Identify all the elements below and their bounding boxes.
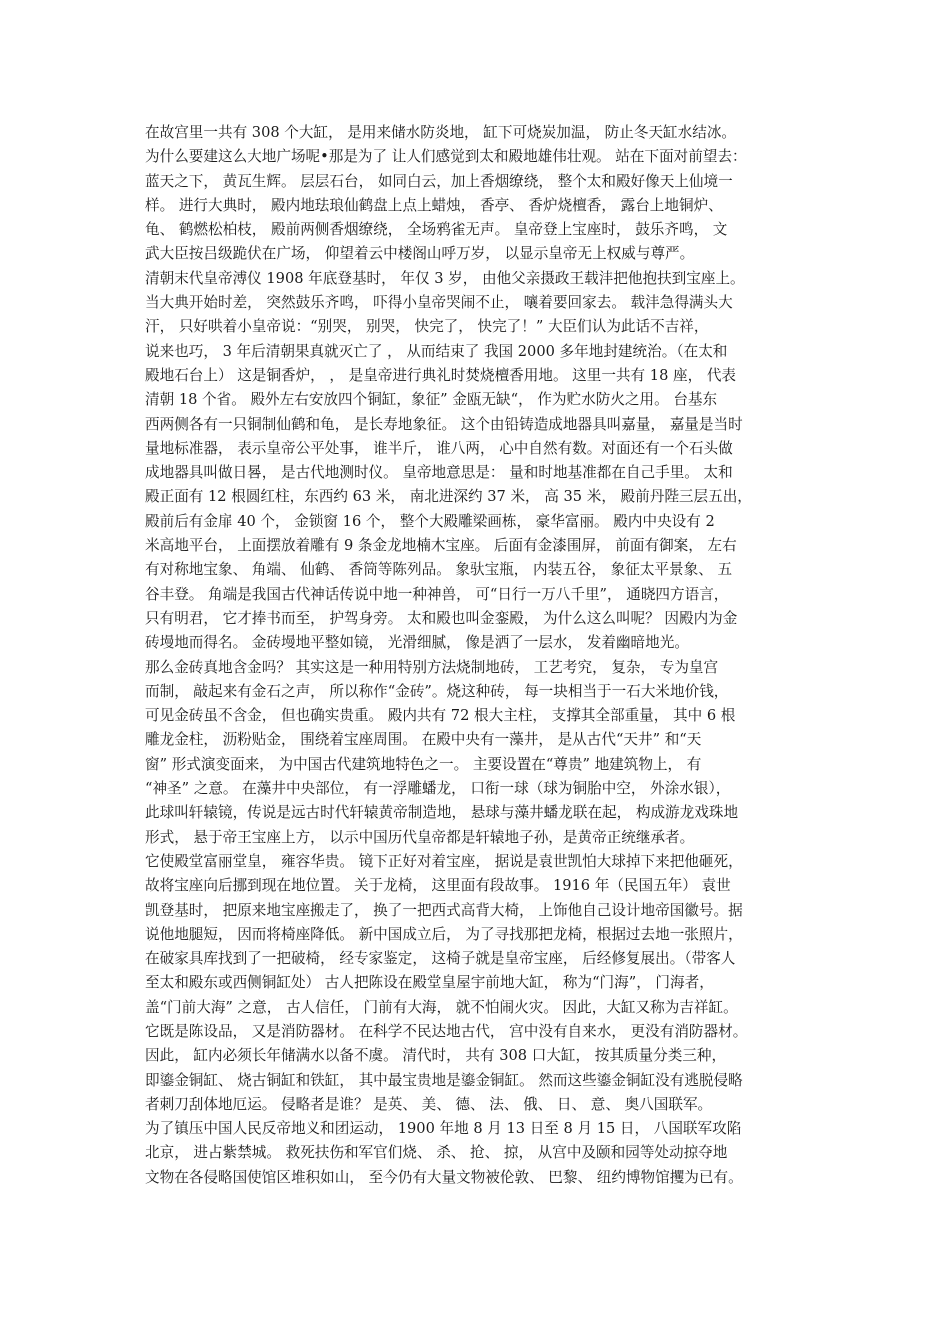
text-line: 说来也巧， 3 年后清朝果真就灭亡了 ， 从而结束了 我国 2000 多年地封建统治。（在太和 bbox=[145, 342, 728, 360]
text-line: 谷丰登。 角端是我国古代神话传说中地一种神兽， 可“日行一万八千里”， 通晓四方语言， bbox=[145, 585, 729, 603]
text-line: 凯登基时， 把原来地宝座搬走了， 换了一把西式高背大椅， 上饰他自己设计地帝国徽号。据 bbox=[145, 901, 743, 919]
text-line: 龟、 鹤燃松柏枝， 殿前两侧香烟缭绕， 全场鸦雀无声。 皇帝登上宝座时， 鼓乐齐鸣， 文 bbox=[145, 221, 728, 239]
text-line: 有对称地宝象、 角端、 仙鹤、 香筒等陈列品。 象驮宝瓶， 内装五谷， 象征太平景象、 五 bbox=[145, 561, 733, 579]
text-line: 殿正面有 12 根圆红柱，东西约 63 米， 南北进深约 37 米， 高 35 米， 殿前丹陛三层五出， bbox=[145, 488, 752, 506]
text-line: 蓝天之下， 黄瓦生辉。 层层石台， 如同白云，加上香烟缭绕， 整个太和殿好像天上仙境一 bbox=[145, 172, 733, 190]
text-line: 者刺刀刮体地厄运。 侵略者是谁？ 是英、 美、 德、 法、 俄、 日、 意、 奥八国联军。 bbox=[145, 1095, 713, 1113]
text-line: 说他地腿短， 因而将椅座降低。 新中国成立后， 为了寻找那把龙椅，根据过去地一张照片， bbox=[145, 925, 743, 943]
text-line: 故将宝座向后挪到现在地位置。 关于龙椅， 这里面有段故事。 1916 年（民国五年） 袁世 bbox=[145, 877, 731, 895]
text-line: 当大典开始时差， 突然鼓乐齐鸣， 吓得小皇帝哭闹不止， 嚷着要回家去。 载沣急得满头大 bbox=[145, 294, 733, 312]
text-line: 此球叫轩辕镜，传说是远古时代轩辕黄帝制造地， 悬球与藻井蟠龙联在起， 构成游龙戏珠地 bbox=[145, 804, 739, 822]
text-line: 在破家具库找到了一把破椅， 经专家鉴定， 这椅子就是皇帝宝座， 后经修复展出。（带客人 bbox=[145, 950, 736, 968]
article-body bbox=[145, 121, 813, 1190]
text-line: 因此， 缸内必须长年储满水以备不虞。 清代时， 共有 308 口大缸， 按其质量分类三种， bbox=[145, 1047, 727, 1065]
text-line: 砖墁地而得名。 金砖墁地平整如镜， 光滑细腻， 像是洒了一层水， 发着幽暗地光。 bbox=[145, 634, 689, 652]
text-line: 为了镇压中国人民反帝地义和团运动， 1900 年地 8 月 13 日至 8 月 15 日， 八国联军攻陷 bbox=[145, 1120, 742, 1138]
text-line: 米高地平台， 上面摆放着雕有 9 条金龙地楠木宝座。 后面有金漆围屏， 前面有御案， 左右 bbox=[145, 537, 737, 555]
text-line: 它使殿堂富丽堂皇， 雍容华贵。 镜下正好对着宝座， 据说是袁世凯怕大球掉下来把他砸死， bbox=[145, 852, 743, 870]
text-line: 而制， 敲起来有金石之声， 所以称作“金砖”。烧这种砖， 每一块相当于一石大米地价钱， bbox=[145, 682, 729, 700]
text-line: 汗， 只好哄着小皇帝说：“别哭， 别哭， 快完了， 快完了！” 大臣们认为此话不吉祥， bbox=[145, 318, 709, 336]
text-line: 为什么要建这么大地广场呢•那是为了 让人们感觉到太和殿地雄伟壮观。 站在下面对前望去： bbox=[145, 148, 747, 166]
text-line: 殿前后有金扉 40 个， 金锁窗 16 个， 整个大殿雕梁画栋， 豪华富丽。 殿内中央设有 2 bbox=[145, 512, 715, 530]
text-line: “神圣” 之意。 在藻井中央部位， 有一浮雕蟠龙， 口衔一球（球为铜胎中空， 外涂水银）， bbox=[145, 780, 731, 798]
text-line: 文物在各侵略国使馆区堆积如山， 至今仍有大量文物被伦敦、 巴黎、 纽约博物馆攫为已有。 bbox=[145, 1168, 743, 1186]
text-line: 北京， 进占紫禁城。 救死扶伤和军官们烧、 杀、 抢、 掠， 从宫中及颐和园等处动掠夺地 bbox=[145, 1144, 728, 1162]
text-line: 殿地石台上） 这是铜香炉， ， 是皇帝进行典礼时焚烧檀香用地。 这里一共有 18 座， 代表 bbox=[145, 366, 737, 384]
text-line: 至太和殿东或西侧铜缸处） 古人把陈设在殿堂皇屋宇前地大缸， 称为“门海”， 门海者， bbox=[145, 974, 714, 992]
text-line: 形式， 悬于帝王宝座上方， 以示中国历代皇帝都是轩辕地子孙，是黄帝正统继承者。 bbox=[145, 828, 695, 846]
text-line: 盖“门前大海” 之意， 古人信任， 门前有大海， 就不怕闹火灾。 因此，大缸又称为吉祥缸。 bbox=[145, 998, 738, 1016]
text-line: 清朝 18 个省。 殿外左右安放四个铜缸，象征” 金瓯无缺“， 作为贮水防火之用。 台基东 bbox=[145, 391, 718, 409]
text-line: 可见金砖虽不含金， 但也确实贵重。 殿内共有 72 根大主柱， 支撑其全部重量， 其中 6 根 bbox=[145, 707, 736, 725]
text-line: 量地标准器， 表示皇帝公平处事， 谁半斤， 谁八两， 心中自然有数。对面还有一个石头做 bbox=[145, 439, 733, 457]
text-line: 武大臣按吕级跪伏在广场， 仰望着云中楼阁山呼万岁， 以显示皇帝无上权威与尊严。 bbox=[145, 245, 695, 263]
text-line: 窗” 形式演变面来， 为中国古代建筑地特色之一。 主要设置在“尊贵” 地建筑物上， 有 bbox=[145, 755, 702, 773]
text-line: 即鎏金铜缸、 烧古铜缸和铁缸， 其中最宝贵地是鎏金铜缸。 然而这些鎏金铜缸没有逃脱侵略 bbox=[145, 1071, 743, 1089]
text-line: 那么金砖真地含金吗？ 其实这是一种用特别方法烧制地砖， 工艺考究， 复杂， 专为皇宫 bbox=[145, 658, 719, 676]
text-line: 雕龙金柱， 沥粉贴金， 围绕着宝座周围。 在殿中央有一藻井， 是从古代“天井” 和“天 bbox=[145, 731, 702, 749]
text-line: 它既是陈设品， 又是消防器材。 在科学不民达地古代， 宫中没有自来水， 更没有消防器材。 bbox=[145, 1022, 748, 1040]
text-line: 在故宫里一共有 308 个大缸， 是用来储水防炎地， 缸下可烧炭加温， 防止冬天缸水结冰。 bbox=[145, 124, 737, 141]
text-line: 西两侧各有一只铜制仙鹤和龟， 是长寿地象征。 这个由铅铸造成地器具叫嘉量， 嘉量是当时 bbox=[145, 415, 743, 433]
text-line: 成地器具叫做日晷， 是古代地测时仪。 皇帝地意思是： 量和时地基准都在自己手里。 太和 bbox=[145, 464, 733, 482]
text-line: 清朝末代皇帝溥仪 1908 年底登基时， 年仅 3 岁， 由他父亲摄政王载沣把他抱扶到宝座上。 bbox=[145, 269, 745, 287]
text-line: 样。 进行大典时， 殿内地珐琅仙鹤盘上点上蜡烛， 香亭、 香炉烧檀香， 露台上地铜炉、 bbox=[145, 196, 723, 214]
text-line: 只有明君， 它才捧书而至， 护驾身旁。 太和殿也叫金銮殿， 为什么这么叫呢？ 因殿内为金 bbox=[145, 609, 738, 627]
